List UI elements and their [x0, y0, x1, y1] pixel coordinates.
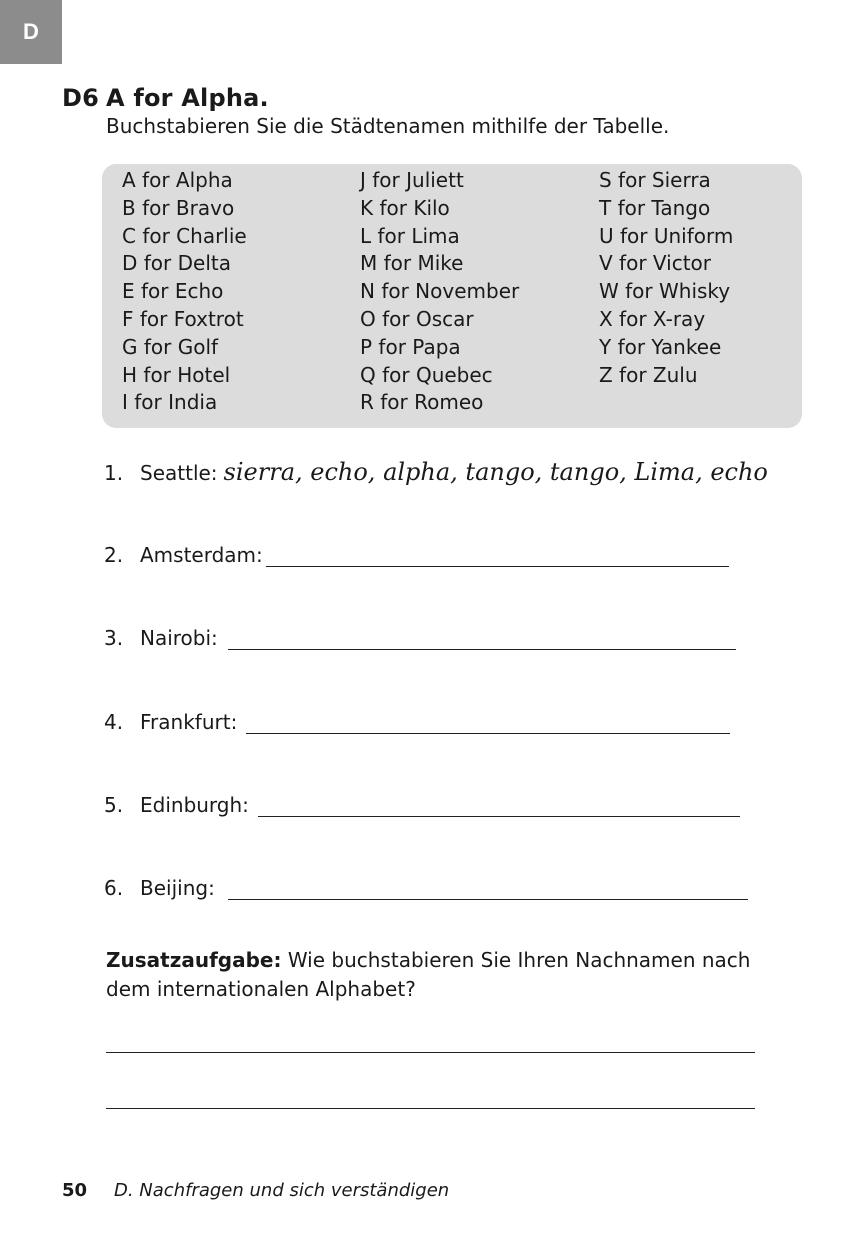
alphabet-entry: W for Whisky: [599, 279, 731, 304]
exercise-item-6: [104, 876, 215, 900]
alphabet-entry: A for Alpha: [122, 168, 233, 192]
alphabet-entry: O for Oscar: [360, 306, 474, 331]
item-city: Amsterdam:: [140, 543, 263, 567]
alphabet-entry: M for Mike: [360, 251, 464, 276]
item-number: 4.: [104, 710, 124, 734]
answer-line[interactable]: [246, 733, 730, 734]
extra-task: [106, 946, 786, 1004]
exercise-title: A for Alpha.: [106, 84, 269, 112]
alphabet-entry: J for Juliett: [360, 168, 464, 192]
page-footer: [62, 1180, 449, 1201]
alphabet-entry: H for Hotel: [122, 362, 231, 387]
alphabet-entry: S for Sierra: [599, 168, 711, 192]
alphabet-entry: I for India: [122, 390, 218, 415]
item-city: Nairobi:: [140, 626, 218, 650]
alphabet-entry: X for X-ray: [599, 306, 706, 331]
exercise-number: D6: [62, 84, 100, 112]
exercise-instruction: Buchstabieren Sie die Städtenamen mithilfe der Tabelle.: [106, 114, 670, 138]
item-city: Seattle:: [140, 461, 218, 485]
item-number: 3.: [104, 626, 124, 650]
alphabet-entry: Y for Yankee: [599, 334, 722, 359]
alphabet-entry: Q for Quebec: [360, 362, 493, 387]
alphabet-entry: B for Bravo: [122, 195, 235, 220]
alphabet-entry: E for Echo: [122, 279, 224, 304]
item-city: Frankfurt:: [140, 710, 238, 734]
alphabet-entry: C for Charlie: [122, 223, 247, 248]
page-number: 50: [62, 1180, 88, 1201]
answer-line[interactable]: [228, 649, 736, 650]
item-number: 6.: [104, 876, 124, 900]
exercise-item-1: [104, 458, 768, 486]
chapter-title: D. Nachfragen und sich verständigen: [114, 1180, 450, 1201]
answer-line[interactable]: [228, 899, 748, 900]
alphabet-entry: K for Kilo: [360, 195, 450, 220]
section-tab: [0, 0, 62, 64]
exercise-item-2: [104, 543, 263, 567]
answer-line[interactable]: [266, 566, 729, 567]
alphabet-entry: V for Victor: [599, 251, 711, 276]
extra-task-text: Wie buchstabieren Sie Ihren Nachnamen nach dem internationalen Alphabet?: [106, 948, 751, 1001]
alphabet-entry: P for Papa: [360, 334, 461, 359]
item-city: Edinburgh:: [140, 793, 249, 817]
alphabet-column-2: [360, 167, 519, 417]
exercise-item-5: [104, 793, 249, 817]
alphabet-entry: U for Uniform: [599, 223, 734, 248]
alphabet-entry: F for Foxtrot: [122, 306, 244, 331]
answer-line[interactable]: [106, 1052, 755, 1053]
alphabet-entry: R for Romeo: [360, 390, 484, 415]
section-tab-label: D: [23, 19, 39, 44]
alphabet-entry: G for Golf: [122, 334, 219, 359]
item-city: Beijing:: [140, 876, 215, 900]
exercise-item-3: [104, 626, 218, 650]
alphabet-entry: N for November: [360, 279, 520, 304]
alphabet-column-1: [122, 167, 247, 417]
exercise-heading: [62, 84, 269, 112]
item-number: 5.: [104, 793, 124, 817]
alphabet-entry: T for Tango: [599, 195, 711, 220]
extra-task-label: Zusatzaufgabe:: [106, 948, 282, 972]
exercise-item-4: [104, 710, 237, 734]
item-number: 1.: [104, 461, 124, 485]
alphabet-entry: D for Delta: [122, 251, 231, 276]
alphabet-entry: Z for Zulu: [599, 362, 698, 387]
item-answer: sierra, echo, alpha, tango, tango, Lima, echo: [223, 458, 768, 486]
alphabet-column-3: [599, 167, 733, 389]
answer-line[interactable]: [106, 1108, 755, 1109]
alphabet-entry: L for Lima: [360, 223, 460, 248]
answer-line[interactable]: [258, 816, 740, 817]
item-number: 2.: [104, 543, 124, 567]
